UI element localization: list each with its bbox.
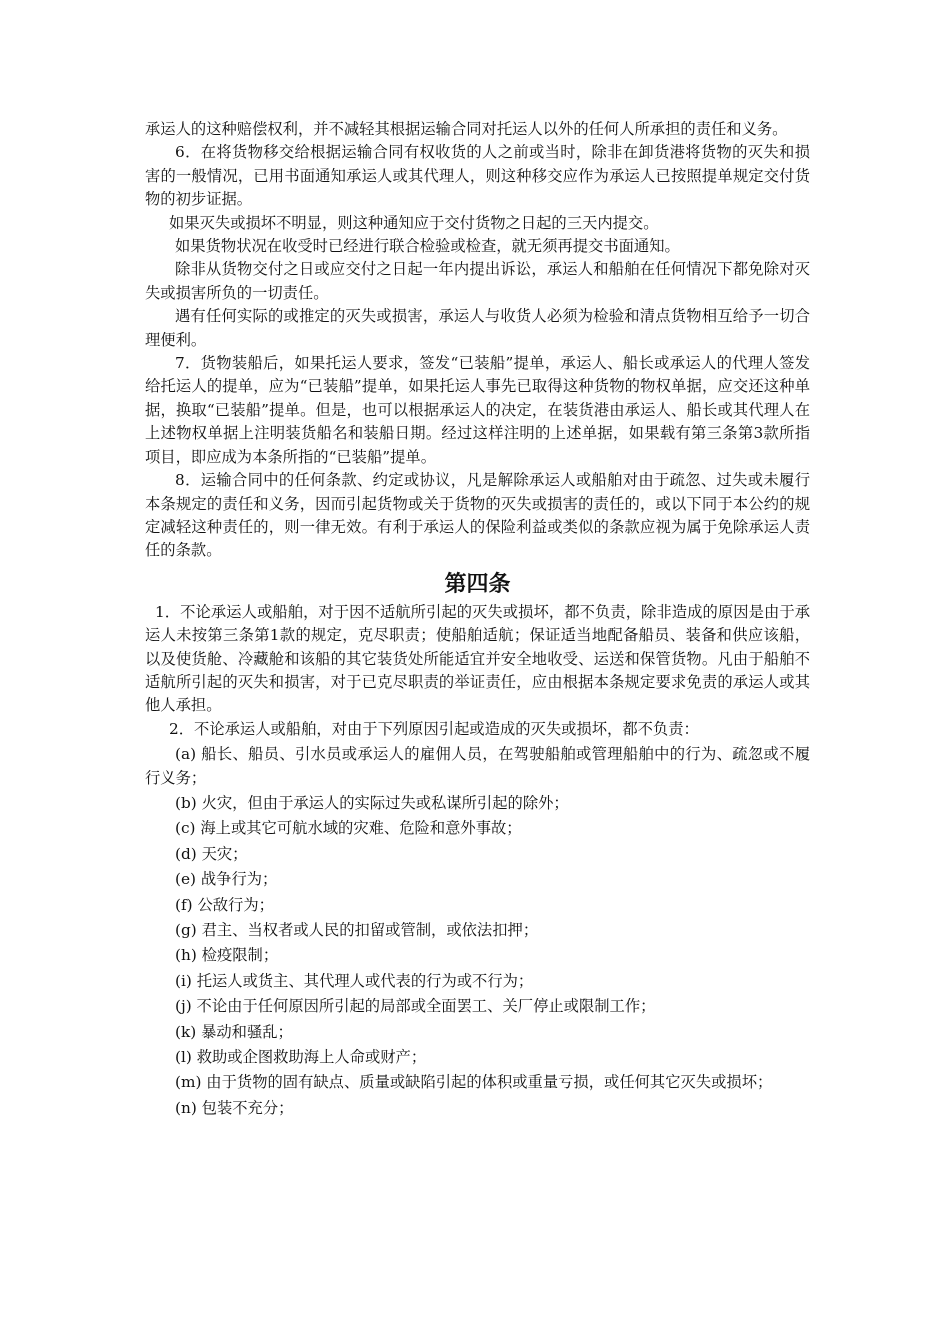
paragraph: 承运人的这种赔偿权利，并不减轻其根据运输合同对托运人以外的任何人所承担的责任和义务。 — [145, 120, 788, 138]
article-heading: 第四条 — [444, 570, 511, 597]
list-item: (e) 战争行为； — [175, 870, 278, 889]
paragraph: 如果货物状况在收受时已经进行联合检验或检查，就无须再提交书面通知。 — [175, 237, 680, 256]
list-item: (l) 救助或企图救助海上人命或财产； — [175, 1048, 427, 1067]
list-item: (k) 暴动和骚乱； — [175, 1022, 293, 1041]
list-item: (b) 火灾，但由于承运人的实际过失或私谋所引起的除外； — [175, 793, 569, 812]
list-item: (a) 船长、船员、引水员或承运人的雇佣人员，在驾驶船舶或管理船舶中的行为、疏忽或不履行义务； — [145, 745, 810, 787]
list-item: (m) 由于货物的固有缺点、质量或缺陷引起的体积或重量亏损，或任何其它灭失或损坏； — [175, 1073, 773, 1092]
list-item: (g) 君主、当权者或人民的扣留或管制，或依法扣押； — [175, 921, 539, 939]
paragraph: 6．在将货物移交给根据运输合同有权收货的人之前或当时，除非在卸货港将货物的灭失和损害的一般情况，已用书面通知承运人或其代理人，则这种移交应作为承运人已按照提单规定交付货物的初步证据。 — [145, 143, 810, 209]
paragraph: 7．货物装船后，如果托运人要求，签发“已装船”提单，承运人、船长或承运人的代理人签发给托运人的提单，应为“已装船”提单，如果托运人事先已取得这种货物的物权单据，应交还这种单据，换取“已装船”提单。但是，也可以根据承运人的决定，在装货港由承运人、船长或其代理人在上述物权单据上注明装货船名和装船日期。经过这样注明的上述单据，如果载有第三条第3款所指项目，即应成为本条所指的“已装船”提单。 — [145, 354, 810, 466]
paragraph: 2．不论承运人或船舶，对由于下列原因引起或造成的灭失或损坏，都不负责： — [169, 719, 699, 738]
list-item: (n) 包装不充分； — [175, 1098, 294, 1117]
paragraph: 8．运输合同中的任何条款、约定或协议，凡是解除承运人或船舶对由于疏忽、过失或未履行本条规定的责任和义务，因而引起货物或关于货物的灭失或损害的责任的，或以下同于本公约的规定减轻这种责任的，则一律无效。有利于承运人的保险利益或类似的条款应视为属于免除承运人责任的条款。 — [145, 471, 810, 560]
list-item: (c) 海上或其它可航水域的灾难、危险和意外事故； — [175, 819, 522, 838]
paragraph: 如果灭失或损坏不明显，则这种通知应于交付货物之日起的三天内提交。 — [169, 213, 659, 232]
paragraph: 1．不论承运人或船舶，对于因不适航所引起的灭失或损坏，都不负责，除非造成的原因是由于承运人未按第三条第1款的规定，克尽职责；使船舶适航；保证适当地配备船员、装备和供应该船，以及使货舱、冷藏舱和该船的其它装货处所能适宜并安全地收受、运送和保管货物。凡由于船舶不适航所引起的灭失和损害，对于已克尽职责的举证责任，应由根据本条规定要求免责的承运人或其他人承担。 — [145, 602, 810, 715]
list-item: (d) 天灾； — [175, 844, 248, 863]
document-page — [145, 118, 810, 1120]
list-item: (f) 公敌行为； — [175, 895, 274, 914]
list-item: (j) 不论由于任何原因所引起的局部或全面罢工、关厂停止或限制工作； — [175, 997, 656, 1016]
list-item: (h) 检疫限制； — [175, 946, 279, 965]
paragraph: 遇有任何实际的或推定的灭失或损害，承运人与收货人必须为检验和清点货物相互给予一切合理便利。 — [145, 307, 810, 349]
list-item: (i) 托运人或货主、其代理人或代表的行为或不行为； — [175, 971, 534, 990]
paragraph: 除非从货物交付之日或应交付之日起一年内提出诉讼，承运人和船舶在任何情况下都免除对灭失或损害所负的一切责任。 — [145, 260, 810, 302]
